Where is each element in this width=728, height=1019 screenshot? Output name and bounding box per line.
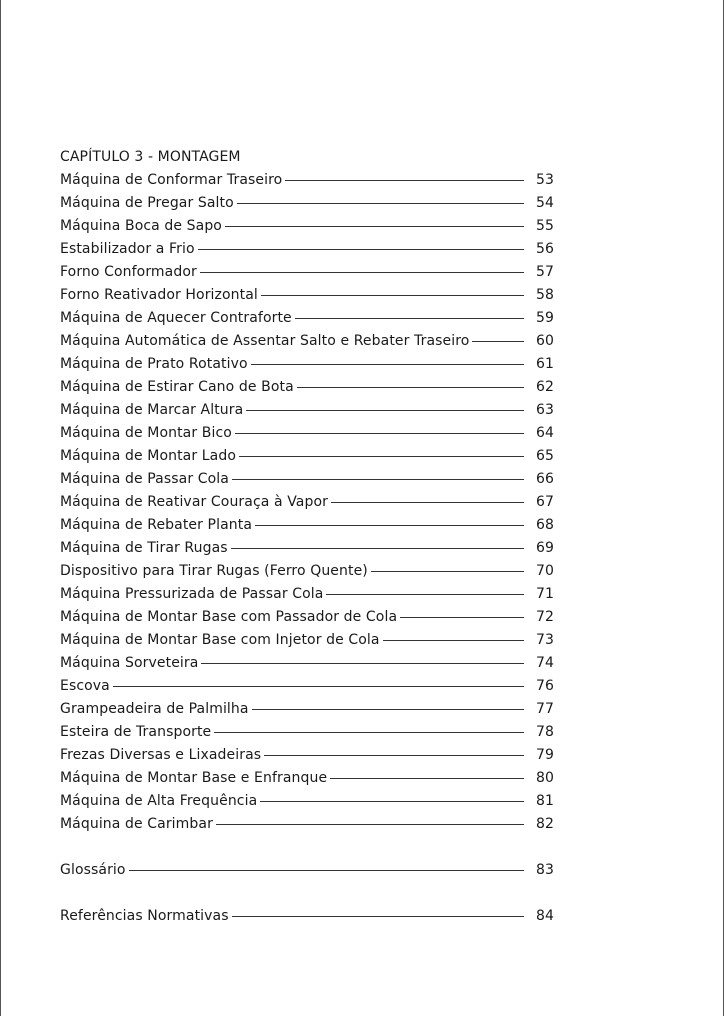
- toc-entry-label: Máquina Sorveteira: [60, 655, 199, 671]
- toc-entry-page: 64: [535, 425, 554, 441]
- dot-leader: [225, 226, 524, 227]
- toc-entry-page: 60: [535, 333, 554, 349]
- toc-entry-label: Máquina de Pregar Salto: [60, 195, 234, 211]
- toc-entry-label: Máquina de Montar Base com Passador de Cola: [60, 609, 398, 625]
- spacer: [60, 836, 554, 859]
- toc-entry-label: Glossário: [60, 862, 126, 878]
- toc-entry-page: 79: [535, 747, 554, 763]
- dot-leader: [261, 295, 524, 296]
- toc-entry-page: 66: [535, 471, 554, 487]
- toc-entry[interactable]: [60, 721, 554, 744]
- dot-leader: [232, 479, 524, 480]
- toc-entry[interactable]: [60, 606, 554, 629]
- toc-entry[interactable]: [60, 560, 554, 583]
- toc-entry-label: Máquina de Reativar Couraça à Vapor: [60, 494, 328, 510]
- toc-entry-page: 82: [535, 816, 554, 832]
- toc-entry[interactable]: [60, 790, 554, 813]
- toc-entry-label: Máquina de Conformar Traseiro: [60, 172, 283, 188]
- toc-entry[interactable]: [60, 445, 554, 468]
- toc-entry-page: 71: [535, 586, 554, 602]
- toc-entry[interactable]: [60, 422, 554, 445]
- toc-entry-page: 56: [535, 241, 554, 257]
- dot-leader: [237, 203, 524, 204]
- toc-entry-label: Máquina de Montar Base com Injetor de Cola: [60, 632, 380, 648]
- toc-entry-label: Máquina Automática de Assentar Salto e Rebater Traseiro: [60, 333, 470, 349]
- toc-entry-page: 67: [535, 494, 554, 510]
- toc-entry-page: 77: [535, 701, 554, 717]
- toc-entry[interactable]: [60, 376, 554, 399]
- toc-entry-label: Esteira de Transporte: [60, 724, 212, 740]
- dot-leader: [326, 594, 524, 595]
- toc-entry-page: 73: [535, 632, 554, 648]
- toc-entry-label: Máquina de Estirar Cano de Bota: [60, 379, 294, 395]
- toc-entry[interactable]: [60, 537, 554, 560]
- toc-entry[interactable]: [60, 698, 554, 721]
- toc-entry[interactable]: [60, 169, 554, 192]
- dot-leader: [297, 387, 524, 388]
- toc-entry[interactable]: [60, 767, 554, 790]
- dot-leader: [201, 663, 524, 664]
- toc-entry-label: Máquina Pressurizada de Passar Cola: [60, 586, 324, 602]
- toc-entry-label: Forno Conformador: [60, 264, 197, 280]
- toc-entry[interactable]: [60, 215, 554, 238]
- toc-entry-page: 62: [535, 379, 554, 395]
- toc-entry-label: Escova: [60, 678, 110, 694]
- dot-leader: [252, 709, 524, 710]
- toc-entry-label: Máquina de Montar Base e Enfranque: [60, 770, 328, 786]
- toc-entry-references[interactable]: [60, 905, 554, 928]
- dot-leader: [383, 640, 524, 641]
- toc-entry-page: 63: [535, 402, 554, 418]
- toc-entry[interactable]: [60, 192, 554, 215]
- toc-entry[interactable]: [60, 652, 554, 675]
- dot-leader: [216, 824, 524, 825]
- dot-leader: [198, 249, 524, 250]
- dot-leader: [255, 525, 524, 526]
- toc-entry-glossary[interactable]: [60, 859, 554, 882]
- toc-entry-page: 58: [535, 287, 554, 303]
- dot-leader: [129, 870, 524, 871]
- dot-leader: [285, 180, 524, 181]
- toc-entry-label: Máquina de Rebater Planta: [60, 517, 252, 533]
- toc-entry-label: Máquina de Montar Lado: [60, 448, 236, 464]
- chapter-title: CAPÍTULO 3 - MONTAGEM: [60, 149, 241, 165]
- toc-entry[interactable]: [60, 813, 554, 836]
- toc-entry-page: 83: [535, 862, 554, 878]
- toc-entry[interactable]: [60, 330, 554, 353]
- dot-leader: [330, 778, 524, 779]
- toc-entry[interactable]: [60, 353, 554, 376]
- dot-leader: [214, 732, 524, 733]
- toc-entry-page: 81: [535, 793, 554, 809]
- toc-entry-label: Estabilizador a Frio: [60, 241, 195, 257]
- toc-entry-label: Máquina Boca de Sapo: [60, 218, 222, 234]
- dot-leader: [113, 686, 524, 687]
- toc-entry-page: 70: [535, 563, 554, 579]
- toc-entry-label: Grampeadeira de Palmilha: [60, 701, 249, 717]
- dot-leader: [295, 318, 524, 319]
- toc-entry[interactable]: [60, 399, 554, 422]
- dot-leader: [235, 433, 524, 434]
- toc-entry-label: Frezas Diversas e Lixadeiras: [60, 747, 262, 763]
- dot-leader: [400, 617, 524, 618]
- toc-entry[interactable]: [60, 744, 554, 767]
- dot-leader: [246, 410, 524, 411]
- toc-entry-page: 55: [535, 218, 554, 234]
- toc-entry-page: 54: [535, 195, 554, 211]
- toc-entry-page: 74: [535, 655, 554, 671]
- toc-entry-page: 65: [535, 448, 554, 464]
- toc-entry[interactable]: [60, 238, 554, 261]
- dot-leader: [260, 801, 524, 802]
- toc-entry[interactable]: [60, 491, 554, 514]
- toc-entry[interactable]: [60, 583, 554, 606]
- toc-entry-page: 57: [535, 264, 554, 280]
- toc-entry-label: Máquina de Montar Bico: [60, 425, 232, 441]
- toc-entry[interactable]: [60, 284, 554, 307]
- table-of-contents: [60, 146, 554, 928]
- dot-leader: [231, 548, 524, 549]
- toc-entry-label: Dispositivo para Tirar Rugas (Ferro Quente): [60, 563, 368, 579]
- toc-entry-label: Máquina de Alta Frequência: [60, 793, 258, 809]
- toc-entry-label: Forno Reativador Horizontal: [60, 287, 258, 303]
- toc-entry[interactable]: [60, 514, 554, 537]
- toc-entry-page: 72: [535, 609, 554, 625]
- toc-entry-page: 69: [535, 540, 554, 556]
- dot-leader: [232, 916, 524, 917]
- dot-leader: [239, 456, 524, 457]
- toc-entry-label: Máquina de Passar Cola: [60, 471, 229, 487]
- dot-leader: [331, 502, 524, 503]
- spacer: [60, 882, 554, 905]
- toc-entry-page: 53: [535, 172, 554, 188]
- dot-leader: [472, 341, 524, 342]
- dot-leader: [264, 755, 524, 756]
- toc-entries: [60, 169, 554, 836]
- toc-entry[interactable]: [60, 468, 554, 491]
- toc-entry[interactable]: [60, 629, 554, 652]
- toc-entry-page: 61: [535, 356, 554, 372]
- toc-entry-label: Referências Normativas: [60, 908, 229, 924]
- dot-leader: [200, 272, 524, 273]
- toc-entry-page: 80: [535, 770, 554, 786]
- toc-entry-label: Máquina de Aquecer Contraforte: [60, 310, 292, 326]
- toc-entry[interactable]: [60, 675, 554, 698]
- toc-entry-page: 68: [535, 517, 554, 533]
- toc-entry[interactable]: [60, 261, 554, 284]
- toc-entry-page: 76: [535, 678, 554, 694]
- toc-entry[interactable]: [60, 307, 554, 330]
- dot-leader: [251, 364, 524, 365]
- toc-entry-label: Máquina de Carimbar: [60, 816, 213, 832]
- dot-leader: [371, 571, 524, 572]
- toc-entry-label: Máquina de Prato Rotativo: [60, 356, 248, 372]
- toc-entry-label: Máquina de Tirar Rugas: [60, 540, 228, 556]
- toc-entry-label: Máquina de Marcar Altura: [60, 402, 244, 418]
- toc-entry-page: 84: [535, 908, 554, 924]
- toc-entry-page: 78: [535, 724, 554, 740]
- toc-entry-page: 59: [535, 310, 554, 326]
